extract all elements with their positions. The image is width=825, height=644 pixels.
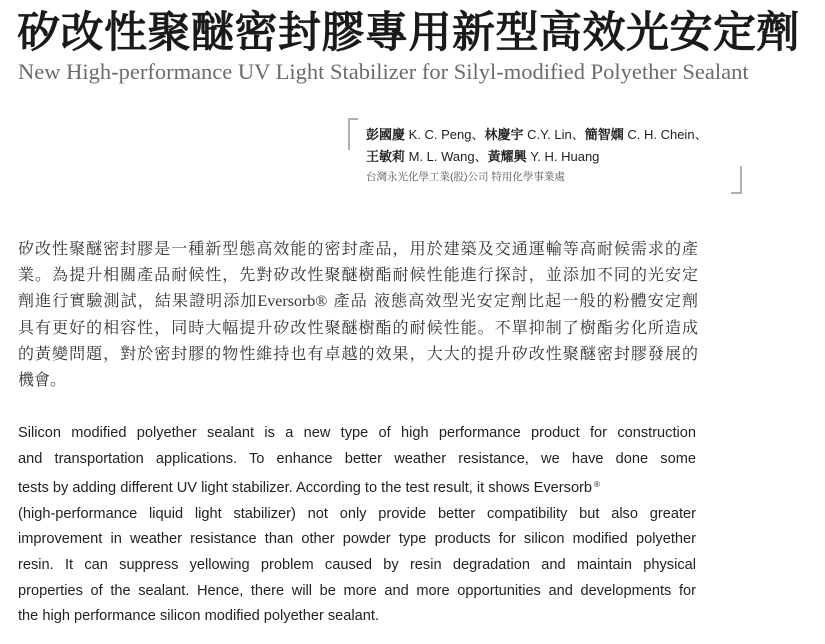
author-line-1 xyxy=(366,124,708,146)
author-name-zh: 黃耀興 xyxy=(487,149,527,164)
abstract-zh-line: 矽改性聚醚密封膠是一種新型態高效能的密封產品，用於建築及交通運輸等高耐候需求的產 xyxy=(18,239,698,258)
author-line-2 xyxy=(366,146,708,168)
author-name-en: C.Y. Lin xyxy=(523,127,572,142)
abstract-zh-text: 劑進行實驗測試，結果證明添加 xyxy=(18,291,258,310)
author-name-zh: 林慶宇 xyxy=(484,127,524,142)
article-title-english: New High-performance UV Light Stabilizer for Silyl-modified Polyether Sealant xyxy=(18,59,749,84)
author-name-zh: 簡智嫻 xyxy=(584,127,624,142)
author-separator: 、 xyxy=(571,127,585,142)
abstract-en-line: and transportation applications. To enhance better weather resistance, we have done some xyxy=(18,450,696,467)
author-name-en: C. H. Chein xyxy=(623,127,695,142)
brand-name-eversorb: Eversorb® xyxy=(257,293,328,310)
abstract-chinese xyxy=(18,236,698,393)
abstract-en-line: resin. It can suppress yellowing problem caused by resin degradation and maintain physical xyxy=(18,556,696,573)
abstract-en-line: (high-performance liquid light stabilizer) not only provide better compatibility but also greater xyxy=(18,505,696,522)
bracket-top-left-decoration xyxy=(348,118,358,150)
author-name-en: K. C. Peng xyxy=(405,127,472,142)
abstract-zh-text: 產品 液態高效型光安定劑比起一般的粉體安定劑 xyxy=(327,291,698,310)
author-block xyxy=(348,118,742,194)
abstract-en-line: properties of the sealant. Hence, there will be more and more opportunities and developments for xyxy=(18,582,696,599)
abstract-zh-line: 業。為提升相關產品耐候性，先對矽改性聚醚樹酯耐候性能進行探討，並添加不同的光安定 xyxy=(18,265,698,284)
abstract-en-line: improvement in weather resistance than other powder type products for silicon modified polyether xyxy=(18,531,696,548)
author-separator: 、 xyxy=(471,127,485,142)
author-list xyxy=(366,124,708,168)
author-name-zh: 彭國慶 xyxy=(366,127,406,142)
abstract-zh-line: 的黃變問題，對於密封膠的物性維持也有卓越的效果，大大的提升矽改性聚醚密封膠發展的 xyxy=(18,344,698,363)
article-title-chinese: 矽改性聚醚密封膠專用新型高效光安定劑 xyxy=(17,8,800,58)
abstract-english xyxy=(18,421,696,630)
abstract-en-line: the high performance silicon modified polyether sealant. xyxy=(18,608,379,625)
author-name-en: Y. H. Huang xyxy=(526,149,600,164)
author-separator: 、 xyxy=(474,149,488,164)
abstract-zh-line: 具有更好的相容性，同時大幅提升矽改性聚醚樹酯的耐候性能。不單抑制了樹酯劣化所造成 xyxy=(18,318,698,337)
abstract-zh-line-with-brand xyxy=(18,288,698,315)
abstract-en-line-with-brand xyxy=(18,472,696,502)
abstract-zh-line: 機會。 xyxy=(18,370,67,389)
author-separator: 、 xyxy=(694,127,708,142)
bracket-bottom-right-decoration xyxy=(731,166,742,194)
abstract-en-line: Silicon modified polyether sealant is a new type of high performance product for construction xyxy=(18,425,696,441)
registered-trademark-mark: ® xyxy=(594,480,600,490)
author-name-en: M. L. Wang xyxy=(405,149,475,164)
author-name-zh: 王敏莉 xyxy=(366,149,406,164)
abstract-en-text: tests by adding different UV light stabilizer. According to the test result, it shows Eversorb xyxy=(18,480,593,497)
author-affiliation: 台灣永光化學工業(股)公司 特用化學事業處 xyxy=(366,171,565,183)
